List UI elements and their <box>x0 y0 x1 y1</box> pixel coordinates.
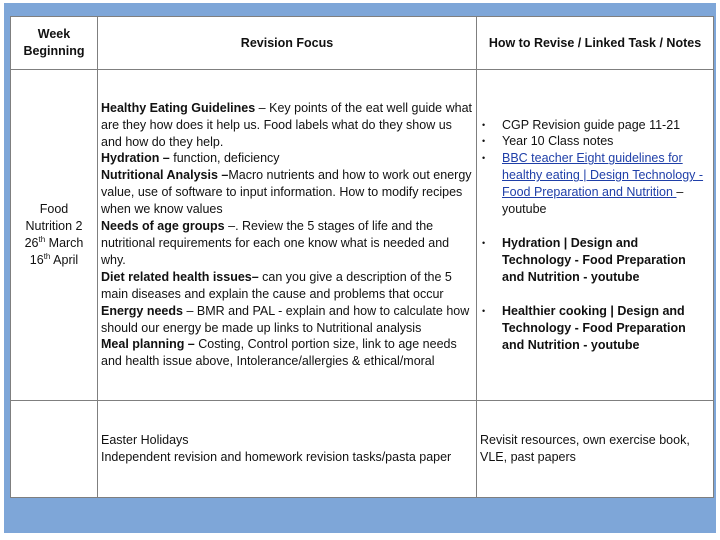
resources-list <box>480 117 710 354</box>
focus-item-text: – Key points of the eat well guide what are they how does it help us. Food labels what do they show us and how do they help. <box>101 100 473 149</box>
focus-item-text: can you give a description of the 5 main diseases and explain the cause and problems that occur <box>101 269 452 301</box>
focus-item-heading: Hydration – <box>101 151 170 166</box>
focus-item-text: Macro nutrients and how to work out energy value, use of software to input information. How to modify recipes when we know values <box>101 168 472 217</box>
focus-item-heading: Diet related health issues– <box>101 269 259 284</box>
focus-cell <box>98 70 477 401</box>
week-cell <box>11 70 98 401</box>
focus-item-text: function, deficiency <box>169 151 280 166</box>
resource-text: Year 10 Class notes <box>502 134 614 149</box>
focus-item <box>101 303 473 337</box>
header-row <box>11 17 714 70</box>
focus-item-heading: Healthy Eating Guidelines <box>101 100 256 115</box>
focus-item <box>101 336 473 370</box>
resource-item <box>480 235 710 286</box>
focus-item <box>101 269 473 303</box>
focus-item-heading: Nutritional Analysis – <box>101 168 229 183</box>
table-row <box>11 401 714 498</box>
focus-item-heading: Meal planning – <box>101 337 195 352</box>
resource-suffix: – youtube <box>502 185 684 217</box>
resources-cell <box>477 70 714 401</box>
holiday-focus-cell <box>98 401 477 498</box>
header-week: Week Beginning <box>11 17 98 70</box>
focus-item <box>101 218 473 269</box>
week-cell-empty <box>11 401 98 498</box>
holiday-title: Easter Holidays <box>101 433 189 448</box>
topic-line2: Nutrition 2 <box>25 219 83 234</box>
resource-text: Healthier cooking | Design and Technology - Food Preparation and Nutrition - youtube <box>502 303 686 352</box>
header-focus: Revision Focus <box>98 17 477 70</box>
focus-item <box>101 150 473 167</box>
table-row <box>11 70 714 401</box>
resource-link[interactable]: BBC teacher Eight guidelines for healthy eating | Design Technology - Food Preparation and Nutrition <box>502 151 704 200</box>
date-start: 26th March <box>24 234 84 250</box>
focus-item <box>101 167 473 218</box>
header-notes: How to Revise / Linked Task / Notes <box>477 17 714 70</box>
focus-item-heading: Energy needs <box>101 303 183 318</box>
resource-item <box>480 133 710 150</box>
focus-item-text: Costing, Control portion size, link to age needs and health issue above, Intolerance/allergies & ethical/moral <box>101 337 457 369</box>
focus-item-text: –. Review the 5 stages of life and the nutritional requirements for each one know what is needed and why. <box>101 219 450 267</box>
holiday-notes-cell: Revisit resources, own exercise book, VLE, past papers <box>477 401 714 498</box>
resource-item[interactable] <box>480 150 710 218</box>
date-end: 16th April <box>29 251 79 267</box>
resource-text: CGP Revision guide page 11-21 <box>502 117 681 132</box>
topic-line1: Food <box>39 202 69 217</box>
revision-table <box>10 16 714 498</box>
focus-item-text: – BMR and PAL - explain and how to calculate how should our energy be made up links to Nutritional analysis <box>101 303 470 335</box>
focus-item-heading: Needs of age groups <box>101 219 225 234</box>
resource-text: Hydration | Design and Technology - Food Preparation and Nutrition - youtube <box>502 236 686 284</box>
holiday-description: Independent revision and homework revision tasks/pasta paper <box>101 450 452 464</box>
focus-list <box>101 100 473 371</box>
focus-item <box>101 100 473 151</box>
resource-item <box>480 117 710 134</box>
resource-item <box>480 303 710 354</box>
